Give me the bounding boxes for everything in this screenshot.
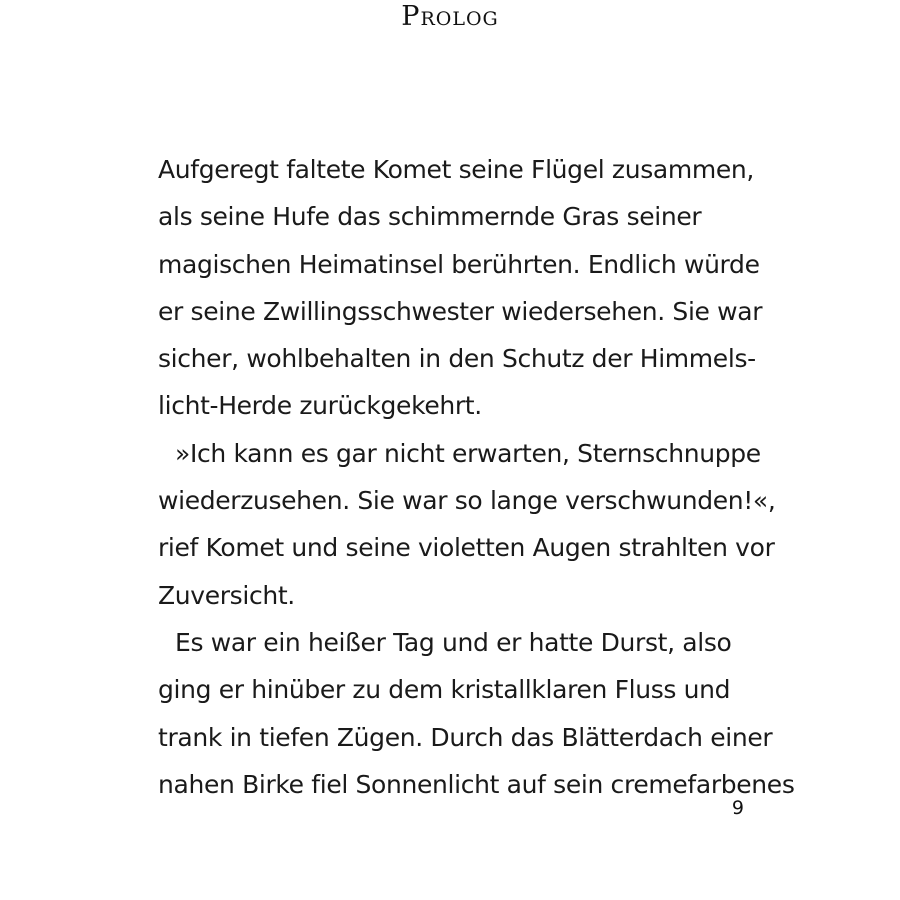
text-line: nahen Birke fiel Sonnenlicht auf sein cremefarbenes: [158, 769, 795, 799]
page-number: 9: [731, 797, 744, 819]
text-line: »Ich kann es gar nicht erwarten, Sternschnuppe: [175, 438, 761, 468]
text-line: sicher, wohlbehalten in den Schutz der Himmels-: [158, 344, 756, 374]
text-line: Zuversicht.: [158, 580, 295, 610]
text-line: ging er hinüber zu dem kristallklaren Fluss und: [158, 675, 731, 705]
body-text: [158, 146, 795, 808]
text-line: Es war ein heißer Tag und er hatte Durst, also: [175, 627, 732, 657]
text-line: als seine Hufe das schimmernde Gras seiner: [158, 202, 702, 232]
text-line: Aufgeregt faltete Komet seine Flügel zusammen,: [158, 155, 754, 184]
text-line: trank in tiefen Zügen. Durch das Blätterdach einer: [158, 722, 773, 752]
chapter-title: Prolog: [401, 1, 499, 32]
text-line: er seine Zwillingsschwester wiedersehen. Sie war: [158, 296, 763, 326]
text-line: magischen Heimatinsel berührten. Endlich würde: [158, 249, 760, 279]
text-line: rief Komet und seine violetten Augen strahlten vor: [158, 533, 775, 563]
text-line: wiederzusehen. Sie war so lange verschwunden!«,: [158, 486, 776, 516]
text-line: licht-Herde zurückgekehrt.: [158, 391, 482, 421]
